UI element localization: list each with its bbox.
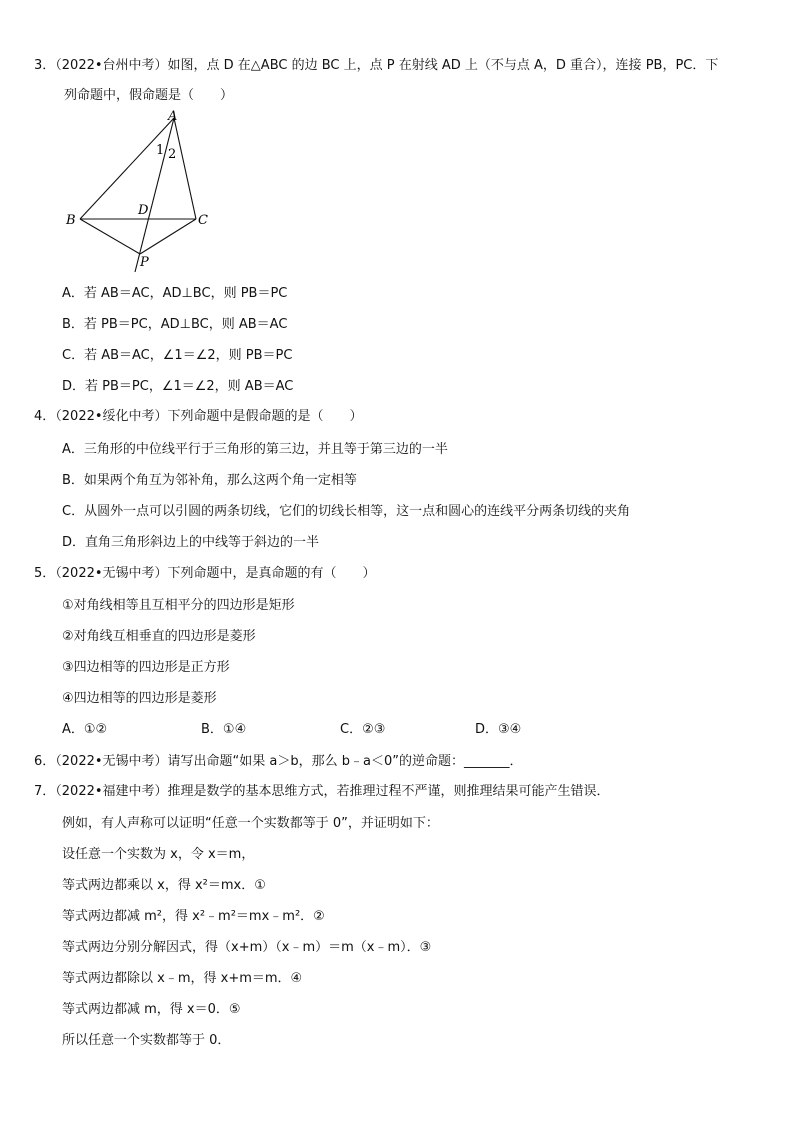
segment-AC	[174, 118, 196, 219]
q3-option-a: A．若 AB＝AC，AD⊥BC，则 PB＝PC	[62, 286, 288, 301]
q5-item-3: ③四边相等的四边形是正方形	[62, 660, 230, 675]
q3-geometry-figure	[62, 108, 222, 274]
label-B: B	[66, 213, 76, 228]
q5-choice-c: C．②③	[340, 722, 386, 737]
q7-line-1: 例如，有人声称可以证明“任意一个实数都等于 0”，并证明如下：	[62, 816, 439, 831]
q5-stem: 5．（2022•无锡中考）下列命题中，是真命题的有（ ）	[34, 566, 376, 581]
segment-AB	[80, 118, 177, 219]
q3-stem-line2: 列命题中，假命题是（ ）	[64, 88, 234, 103]
q5-choice-b: B．①④	[201, 722, 247, 737]
label-A: A	[168, 109, 178, 124]
label-angle-2: 2	[168, 147, 177, 162]
label-D: D	[138, 203, 149, 218]
q4-option-b: B．如果两个角互为邻补角，那么这两个角一定相等	[62, 473, 357, 488]
q6-stem: 6．（2022•无锡中考）请写出命题“如果 a＞b，那么 b﹣a＜0”的逆命题：_______．	[34, 754, 523, 769]
q7-line-2: 设任意一个实数为 x，令 x＝m，	[62, 847, 255, 862]
q5-choice-a: A．①②	[62, 722, 108, 737]
q5-item-1: ①对角线相等且互相平分的四边形是矩形	[62, 598, 295, 613]
q5-item-4: ④四边相等的四边形是菱形	[62, 691, 217, 706]
q5-item-2: ②对角线互相垂直的四边形是菱形	[62, 629, 256, 644]
q4-option-a: A．三角形的中位线平行于三角形的第三边，并且等于第三边的一半	[62, 442, 448, 457]
q3-option-c: C．若 AB＝AC，∠1＝∠2，则 PB＝PC	[62, 348, 293, 363]
q4-stem: 4．（2022•绥化中考）下列命题中是假命题的是（ ）	[34, 409, 363, 424]
q3-option-d: D．若 PB＝PC，∠1＝∠2，则 AB＝AC	[62, 379, 294, 394]
q5-choice-d: D．③④	[475, 722, 522, 737]
q7-line-6: 等式两边都除以 x﹣m，得 x+m＝m．④	[62, 971, 303, 986]
label-angle-1: 1	[156, 143, 165, 158]
q7-stem: 7．（2022•福建中考）推理是数学的基本思维方式，若推理过程不严谨，则推理结果可能产生错误．	[34, 784, 610, 799]
q7-line-4: 等式两边都减 m²，得 x²﹣m²＝mx﹣m²．②	[62, 909, 325, 924]
q4-option-c: C．从圆外一点可以引圆的两条切线，它们的切线长相等，这一点和圆心的连线平分两条切线的夹角	[62, 504, 631, 519]
segment-PC	[140, 219, 196, 254]
q7-line-3: 等式两边都乘以 x，得 x²＝mx．①	[62, 878, 266, 893]
q4-option-d: D．直角三角形斜边上的中线等于斜边的一半	[62, 535, 320, 550]
q3-stem-line1: 3．（2022•台州中考）如图，点 D 在△ABC 的边 BC 上，点 P 在射线 AD 上（不与点 A，D 重合），连接 PB，PC．下	[34, 58, 719, 73]
ray-AP	[135, 118, 177, 272]
q7-line-5: 等式两边分别分解因式，得（x+m）（x﹣m）＝m（x﹣m）．③	[62, 940, 432, 955]
q7-line-8: 所以任意一个实数都等于 0．	[62, 1033, 231, 1048]
label-P: P	[140, 255, 149, 270]
label-C: C	[198, 213, 208, 228]
q7-line-7: 等式两边都减 m，得 x＝0．⑤	[62, 1002, 241, 1017]
q3-option-b: B．若 PB＝PC，AD⊥BC，则 AB＝AC	[62, 317, 288, 332]
segment-PB	[80, 219, 140, 254]
